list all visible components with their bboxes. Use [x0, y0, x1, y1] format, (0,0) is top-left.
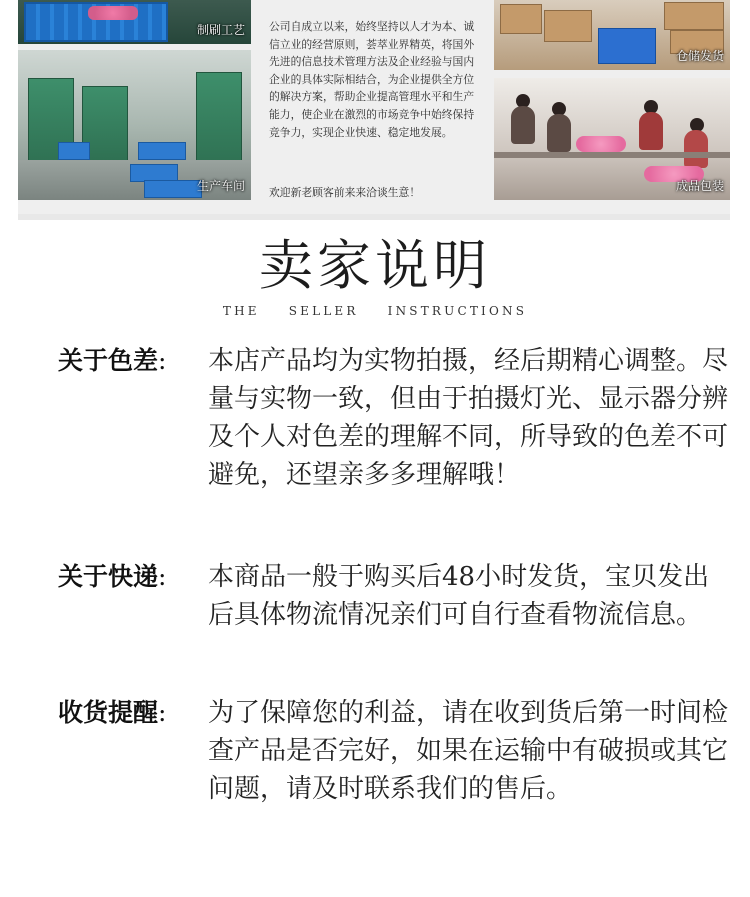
note-text: 本商品一般于购买后48小时发货，宝贝发出后具体物流情况亲们可自行查看物流信息。 [208, 562, 710, 630]
note-text: 为了保障您的利益，请在收到货后第一时间检查产品是否完好，如果在运输中有破损或其它问题，请及时联系我们的售后。 [208, 698, 729, 804]
warehouse-photo [494, 0, 730, 70]
worker-image [511, 106, 535, 144]
workshop-photo [18, 50, 251, 200]
worker-image [547, 114, 571, 152]
page-title: 卖家说明 [259, 234, 491, 297]
company-banner [18, 0, 730, 220]
carton-image [544, 10, 592, 42]
note-color-difference [58, 342, 728, 494]
photo-caption: 生产车间 [196, 179, 245, 193]
page-subtitle: THE SELLER INSTRUCTIONS [222, 304, 528, 318]
photo-caption: 仓储发货 [675, 49, 724, 63]
blue-bin-image [144, 180, 202, 198]
pink-brushes-image [88, 6, 138, 20]
note-shipping [58, 558, 728, 634]
carton-image [664, 2, 724, 30]
note-label: 收货提醒 [58, 698, 159, 727]
photo-caption: 成品包装 [675, 179, 724, 193]
blue-bin-image [58, 142, 90, 160]
note-text: 本店产品均为实物拍摄，经后期精心调整。尽量与实物一致，但由于拍摄灯光、显示器分辨及个人对色差的理解不同，所导致的色差不可避免，还望亲多多理解哦！ [208, 346, 729, 490]
blue-crate-image [598, 28, 656, 64]
company-intro-text: 公司自成立以来，始终坚持以人才为本、诚信立业的经营原则，荟萃业界精英，将国外先进的信息技术管理方法及企业经验与国内企业的具体实际相结合，为企业提供全方位的解决方案，帮助企业提高管理水平和生产能力，使企业在激烈的市场竞争中始终保持竞争力，实现企业快速、稳定地发展。 [269, 20, 475, 139]
photo-caption: 制刷工艺 [196, 23, 245, 37]
note-receipt-reminder [58, 694, 728, 808]
note-colon: : [158, 562, 167, 591]
note-colon: : [158, 346, 167, 375]
carton-image [500, 4, 542, 34]
packaging-photo [494, 78, 730, 200]
worker-image [639, 112, 663, 150]
note-label: 关于色差 [58, 346, 159, 375]
brush-process-photo [18, 0, 251, 44]
note-colon: : [158, 698, 167, 727]
pink-brushes-image [576, 136, 626, 152]
worker-image [684, 130, 708, 168]
welcome-text: 欢迎新老顾客前来来洽谈生意！ [269, 186, 421, 199]
note-label: 关于快递 [58, 562, 159, 591]
blue-bin-image [138, 142, 186, 160]
work-table-image [494, 152, 730, 158]
